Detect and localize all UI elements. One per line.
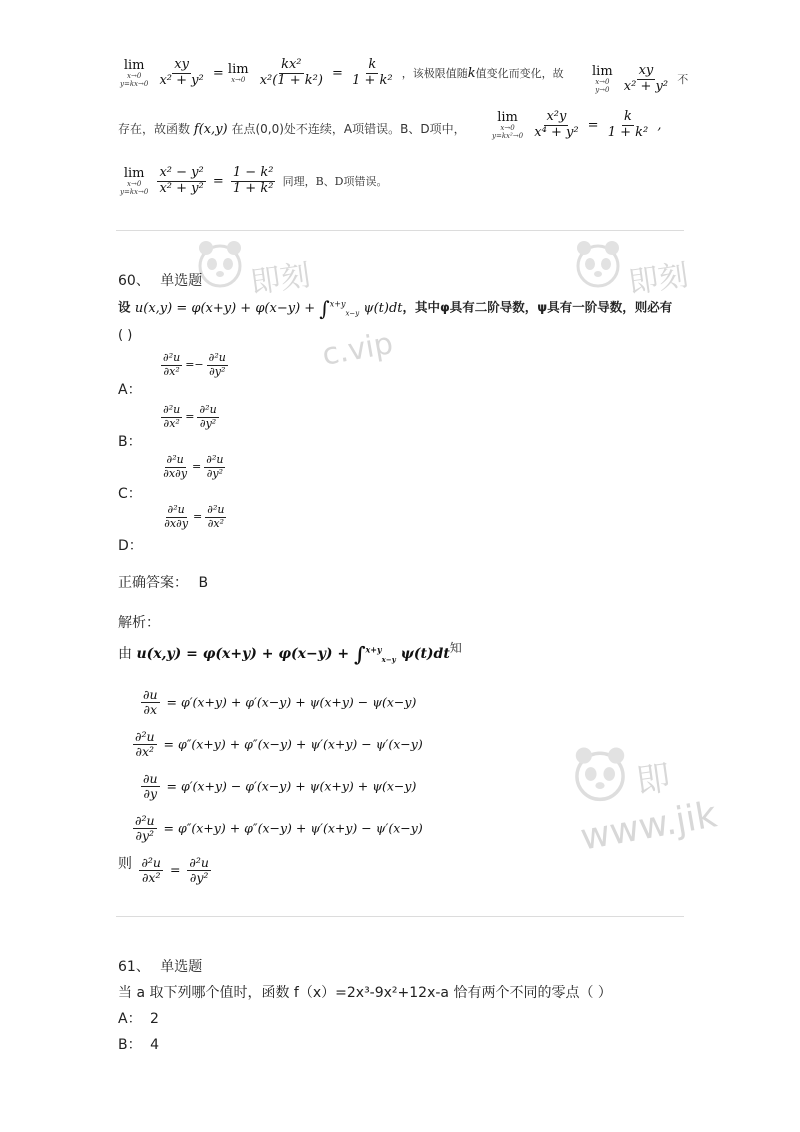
watermark-panda-icon <box>196 238 244 290</box>
q60-analysis-conclusion: 则 $\frac{\text{∂²u}}{\text{∂x²}}$ = $\frac{\text{∂²u}}{\text{∂y²}}$ <box>118 855 209 886</box>
watermark-panda-icon <box>572 744 628 804</box>
prev-solution-line3: lim x→0 y=kx→0 $\frac{\text{x² − y²}}{\text{x² + y²}}$ = $\frac{\text{1 − k²}}{\text{1 + k²}}$ 同理，B、D项错误。 <box>120 165 388 196</box>
watermark-url: www.jik <box>577 794 720 859</box>
q60-answer: 正确答案： B <box>118 575 209 591</box>
divider <box>116 230 684 231</box>
divider <box>116 916 684 917</box>
watermark-brand: 即刻 <box>248 257 313 301</box>
q61-header: 61、 单选题 <box>118 959 203 975</box>
q60-option-a[interactable]: A： $\frac{\text{∂²u}}{\text{∂x²}}$ =− $\frac{\text{∂²u}}{\text{∂y²}}$ <box>118 351 226 399</box>
prev-solution-lim-bd: lim x→0 y=kx²→0 $\frac{\text{x²y}}{\text{x⁴ + y²}}$ = $\frac{k}{\text{1 + k²}}$ , <box>492 109 662 140</box>
q60-header: 60、 单选题 <box>118 273 203 289</box>
q60-stem: 设 u(x,y) = φ(x+y) + φ(x−y) + ∫$^{x+y}_{x-y}$ ψ(t)dt，其中φ具有二阶导数，ψ具有一阶导数，则必有 <box>118 296 673 320</box>
watermark-panda-icon <box>574 238 622 290</box>
q60-analysis-label: 解析： <box>118 615 160 631</box>
watermark-brand: 即 <box>633 757 674 803</box>
q61-option-b[interactable]: B： 4 <box>118 1037 159 1053</box>
watermark-url: c.vip <box>319 326 396 373</box>
q60-analysis-eq4: $\frac{\text{∂²u}}{\text{∂y²}}$ = φ″(x+y) + φ″(x−y) + ψ′(x+y) − ψ′(x−y) <box>135 813 423 844</box>
watermark-brand: 即刻 <box>626 257 691 301</box>
q60-analysis-from: 由 u(x,y) = φ(x+y) + φ(x−y) + ∫$^{x+y}_{x-y}$ ψ(t)dt知 <box>118 641 462 666</box>
q60-option-d[interactable]: D： $\frac{\text{∂²u}}{\partial x\partial y}$ = $\frac{\text{∂²u}}{\text{∂x²}}$ <box>118 503 225 555</box>
q60-analysis-eq2: $\frac{\text{∂²u}}{\text{∂x²}}$ = φ″(x+y) + φ″(x−y) + ψ′(x+y) − ψ′(x−y) <box>135 729 423 760</box>
prev-solution-line2: 存在，故函数 f(x,y) 在点(0,0)处不连续，A项错误。B、D项中， <box>118 122 466 137</box>
prev-solution-line1: lim x→0 y=kx→0 $\frac{xy}{\text{x² + y²}}$ = lim x→0 $\frac{\text{kx²}}{\text{x²(1 + k²)}}$ = $\frac{k}{\text{1 + k²}}$ ，该极限值随k值变化而变化，故 <box>120 57 564 88</box>
q61-option-a[interactable]: A： 2 <box>118 1011 159 1027</box>
q60-analysis-eq3: $\frac{\partial u}{\partial y}$ = φ′(x+y) − φ′(x−y) + ψ(x+y) + ψ(x−y) <box>143 771 417 802</box>
q60-blank: ( ) <box>118 328 133 343</box>
q60-option-c[interactable]: C： $\frac{\text{∂²u}}{\partial x\partial y}$ = $\frac{\text{∂²u}}{\text{∂y²}}$ <box>118 453 224 503</box>
q60-analysis-eq1: $\frac{\partial u}{\partial x}$ = φ′(x+y) + φ′(x−y) + ψ(x+y) − ψ(x−y) <box>143 687 417 718</box>
q60-option-b[interactable]: B： $\frac{\text{∂²u}}{\text{∂x²}}$ = $\frac{\text{∂²u}}{\text{∂y²}}$ <box>118 403 217 451</box>
q61-stem: 当 a 取下列哪个值时，函数 f（x）=2x³-9x²+12x-a 恰有两个不同的零点（ ） <box>118 985 612 1001</box>
prev-solution-lim-fragment: lim x→0 y→0 $\frac{xy}{\text{x² + y²}}$ 不 <box>592 63 689 94</box>
